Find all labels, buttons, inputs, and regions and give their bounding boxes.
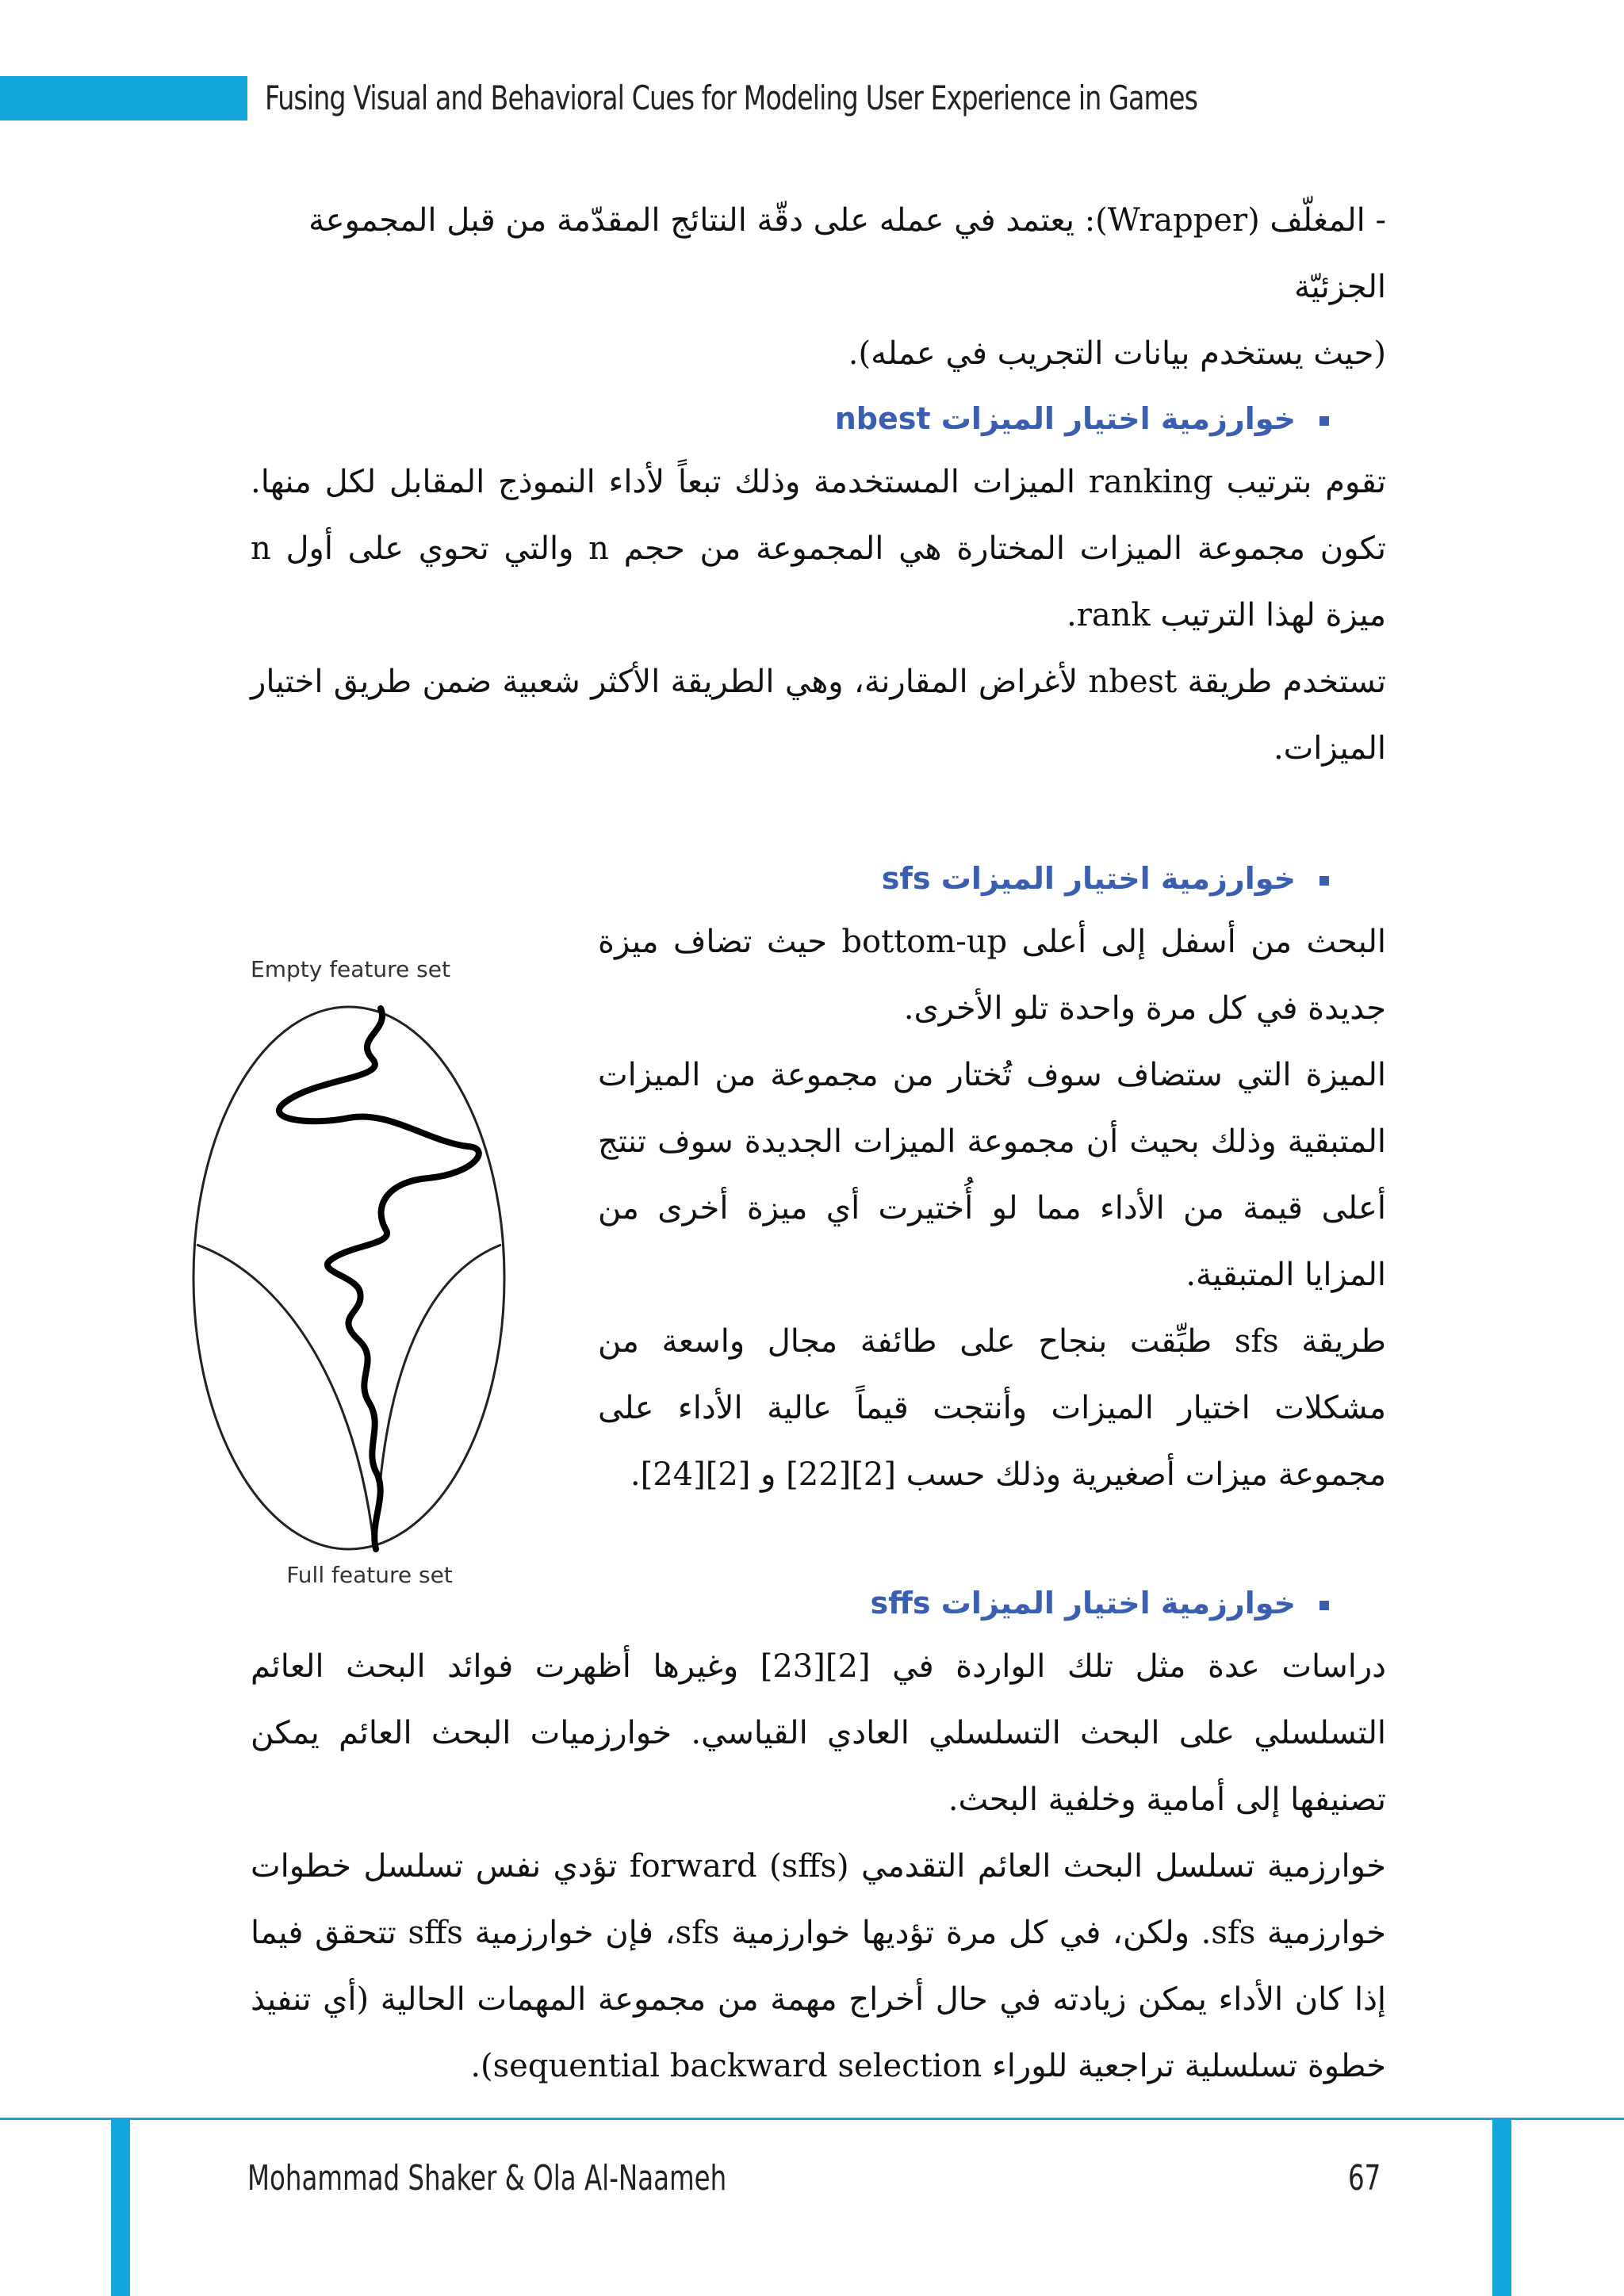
footer-left-accent-bar [111, 2120, 130, 2296]
sfs-heading [882, 855, 1329, 902]
right-boundary-curve [376, 1245, 501, 1549]
sfs-heading-text: خوارزمية اختيار الميزات sfs [881, 861, 1296, 896]
full-feature-set-label: Full feature set [286, 1562, 453, 1588]
wrapper-line-1: - المغلّف (Wrapper): يعتمد في عمله على دقّة النتائج المقدّمة من قبل المجموعة الجزئيّة [308, 202, 1386, 305]
footer-right-accent-bar [1492, 2120, 1511, 2296]
sfs-paragraph-1: البحث من أسفل إلى أعلى bottom-up حيث تضاف ميزة جديدة في كل مرة واحدة تلو الأخرى. [598, 924, 1387, 1027]
sfs-paragraph-3: طريقة sfs طبِّقت بنجاح على طائفة مجال واسعة من مشكلات اختيار الميزات وأنتجت قيماً عالية الأداء على مجموعة ميزات أصغيرية وذلك حسب [2][22] و [2][24]. [598, 1323, 1386, 1493]
footer-authors: Mohammad Shaker & Ola Al-Naameh [247, 2158, 727, 2198]
footer-divider [0, 2118, 1624, 2120]
sffs-body [251, 1633, 1386, 2099]
nbest-paragraph-2: تستخدم طريقة nbest لأغراض المقارنة، وهي الطريقة الأكثر شعبية ضمن طريق اختيار الميزات. [251, 664, 1386, 767]
nbest-paragraph-1: تقوم بترتيب ranking الميزات المستخدمة وذلك تبعاً لأداء النموذج المقابل لكل منها. تكون مجموعة الميزات المختارة هي المجموعة من حجم n والتي تحوي على أول n ميزة لهذا الترتيب rank. [251, 464, 1387, 633]
sfs-body [598, 909, 1386, 1508]
search-path-line [279, 1008, 479, 1549]
bullet-square-icon [1320, 876, 1329, 886]
empty-feature-set-label: Empty feature set [251, 956, 450, 982]
bullet-square-icon [1320, 416, 1329, 426]
sfs-paragraph-2: الميزة التي ستضاف سوف تُختار من مجموعة من الميزات المتبقية وذلك بحيث أن مجموعة الميزات الجديدة سوف تنتج أعلى قيمة من الأداء مما لو أُختيرت أي ميزة أخرى من المزايا المتبقية. [598, 1057, 1387, 1293]
header-accent-bar [0, 76, 247, 121]
bullet-square-icon [1320, 1601, 1329, 1610]
nbest-heading [835, 395, 1329, 442]
feature-search-figure [190, 943, 508, 1594]
sffs-heading [870, 1579, 1329, 1627]
feature-search-diagram [190, 943, 508, 1594]
wrapper-paragraph [251, 187, 1386, 387]
wrapper-line-2: (حيث يستخدم بيانات التجريب في عمله). [848, 335, 1386, 372]
sffs-paragraph-2: خوارزمية تسلسل البحث العائم التقدمي forward (sffs) تؤدي نفس تسلسل خطوات خوارزمية sfs. ولكن، في كل مرة تؤديها خوارزمية sfs، فإن خوارزمية sffs تتحقق فيما إذا كان الأداء يمكن زيادته في حال أخراج مهمة من مجموعة المهمات الحالية (أي تنفيذ خطوة تسلسلية تراجعية للوراء sequential backward selection). [251, 1848, 1386, 2084]
sffs-heading-text: خوارزمية اختيار الميزات sffs [870, 1586, 1296, 1621]
sffs-paragraph-1: دراسات عدة مثل تلك الواردة في [2][23] وغيرها أظهرت فوائد البحث العائم التسلسلي على البحث التسلسلي العادي القياسي. خوارزميات البحث العائم يمكن تصنيفها إلى أمامية وخلفية البحث. [251, 1648, 1386, 1818]
left-boundary-curve [197, 1245, 374, 1549]
running-header-title: Fusing Visual and Behavioral Cues for Modeling User Experience in Games [265, 78, 1198, 117]
nbest-heading-text: خوارزمية اختيار الميزات nbest [834, 401, 1296, 436]
page-number: 67 [1348, 2158, 1381, 2198]
nbest-body [251, 449, 1386, 782]
